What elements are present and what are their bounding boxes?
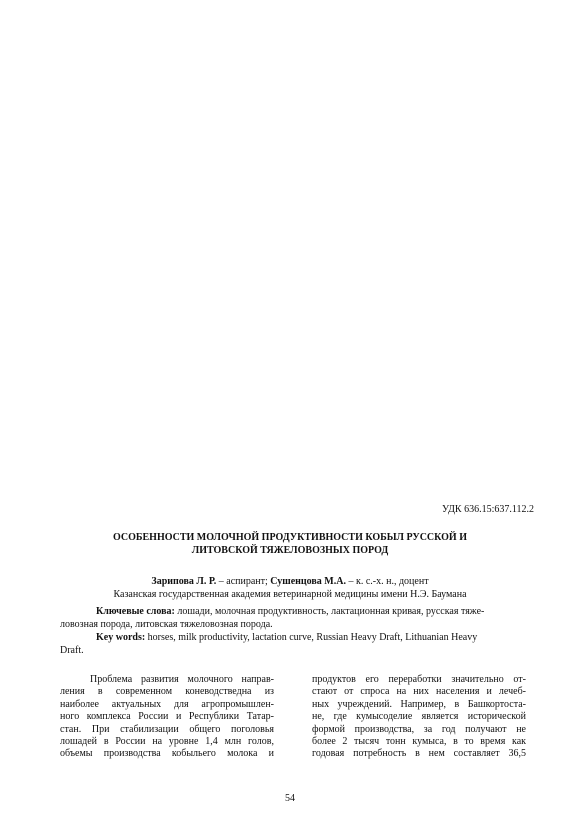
keywords-ru-line-2: ловозная порода, литовская тяжеловозная порода. [60,619,273,630]
keywords-en-text-1: horses, milk productivity, lactation curve, Russian Heavy Draft, Lithuanian Heavy [145,632,478,643]
body-left-line: объемы производства кобыльего молока и [60,748,274,760]
body-left-line: ления в современном коневодстведна из [60,686,274,698]
body-right-line: стают от спроса на них населения и лечеб- [312,686,526,698]
author-1-role: – аспирант; [216,576,271,587]
body-right-line: годовая потребность в нем составляет 36,5 [312,748,526,760]
title-line-1: ОСОБЕННОСТИ МОЛОЧНОЙ ПРОДУКТИВНОСТИ КОБЫЛ РУССКОЙ И [113,532,467,543]
body-left-line: наиболее актуальных для агропромышлен- [60,698,274,710]
keywords-en [60,631,520,657]
author-2-role: – к. с.-х. н., доцент [345,576,429,587]
body-right-line: продуктов его переработки значительно от- [312,674,526,685]
body-left-line: Проблема развития молочного направ- [90,674,274,685]
page-number: 54 [285,793,295,804]
authors-block [60,575,520,601]
title-line-2: ЛИТОВСКОЙ ТЯЖЕЛОВОЗНЫХ ПОРОД [191,545,389,556]
body-left-line: лошадей в России на уровне 1,4 млн голов, [60,735,274,747]
udk-code: УДК 636.15:637.112.2 [442,504,534,515]
body-column-left [60,674,274,761]
keywords-ru-text-1: лошади, молочная продуктивность, лактационная кривая, русская тяже- [174,606,485,617]
affiliation: Казанская государственная академия ветеринарной медицины имени Н.Э. Баумана [113,589,467,600]
article-title [60,531,520,557]
body-right-line: ных учреждений. Например, в Башкортоста- [312,698,526,710]
body-left-line: ного комплекса России и Республики Татар- [60,711,274,723]
keywords-en-label: Key words: [96,632,146,643]
keywords-ru [60,605,520,631]
body-left-line: стан. При стабилизации общего поголовья [60,723,274,735]
author-1-name: Зарипова Л. Р. [151,576,217,587]
keywords-en-line-2: Draft. [60,645,84,656]
authors-line [60,575,520,588]
body-right-line: не, где кумысоделие является исторической [312,711,526,723]
keywords-ru-label: Ключевые слова: [96,606,175,617]
keywords-en-line-1 [60,631,520,644]
keywords-ru-line-1 [60,605,520,618]
body-right-line: формой производства, за год получают не [312,723,526,735]
author-2-name: Сушенцова М.А. [270,576,346,587]
body-column-right [312,674,526,761]
body-right-line: более 2 тысяч тонн кумыса, в то время как [312,735,526,747]
